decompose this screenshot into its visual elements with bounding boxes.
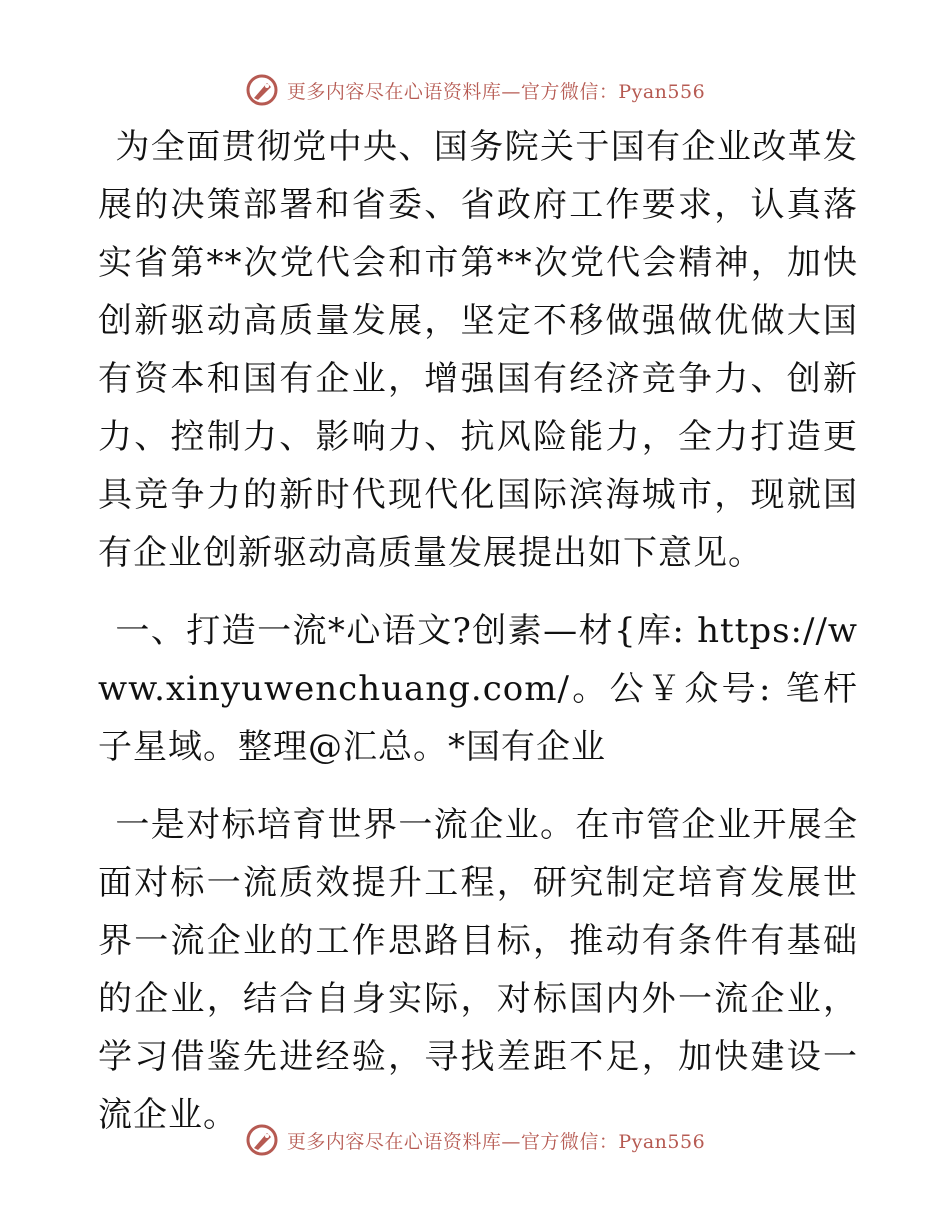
header-banner xyxy=(0,70,950,110)
header-banner-text: 更多内容尽在心语资料库—官方微信：Pyan556 xyxy=(286,80,706,103)
paragraph-intro xyxy=(98,118,858,582)
paragraph-heading-one-text: 一、打造一流*心语文?创素—材{库: https://www.xinyuwenchuang.com/。公￥众号: 笔杆子星域。整理@汇总。*国有企业 xyxy=(98,611,858,767)
footer-banner-text: 更多内容尽在心语资料库—官方微信：Pyan556 xyxy=(286,1130,706,1153)
footer-banner xyxy=(0,1120,950,1160)
paragraph-intro-text: 为全面贯彻党中央、国务院关于国有企业改革发展的决策部署和省委、省政府工作要求，认真落实省第**次党代会和市第**次党代会精神，加快创新驱动高质量发展，坚定不移做强做优做大国有资本和国有企业，增强国有经济竞争力、创新力、控制力、影响力、抗风险能力，全力打造更具竞争力的新时代现代化国际滨海城市，现就国有企业创新驱动高质量发展提出如下意见。 xyxy=(98,127,858,573)
pen-nib-logo-icon xyxy=(245,73,279,107)
paragraph-item-one xyxy=(98,796,858,1144)
paragraph-item-one-text: 一是对标培育世界一流企业。在市管企业开展全面对标一流质效提升工程，研究制定培育发展世界一流企业的工作思路目标，推动有条件有基础的企业，结合自身实际，对标国内外一流企业，学习借鉴先进经验，寻找差距不足，加快建设一流企业。 xyxy=(98,805,858,1135)
paragraph-heading-one xyxy=(98,602,858,776)
document-body xyxy=(98,118,858,1164)
pen-nib-logo-icon xyxy=(245,1123,279,1157)
